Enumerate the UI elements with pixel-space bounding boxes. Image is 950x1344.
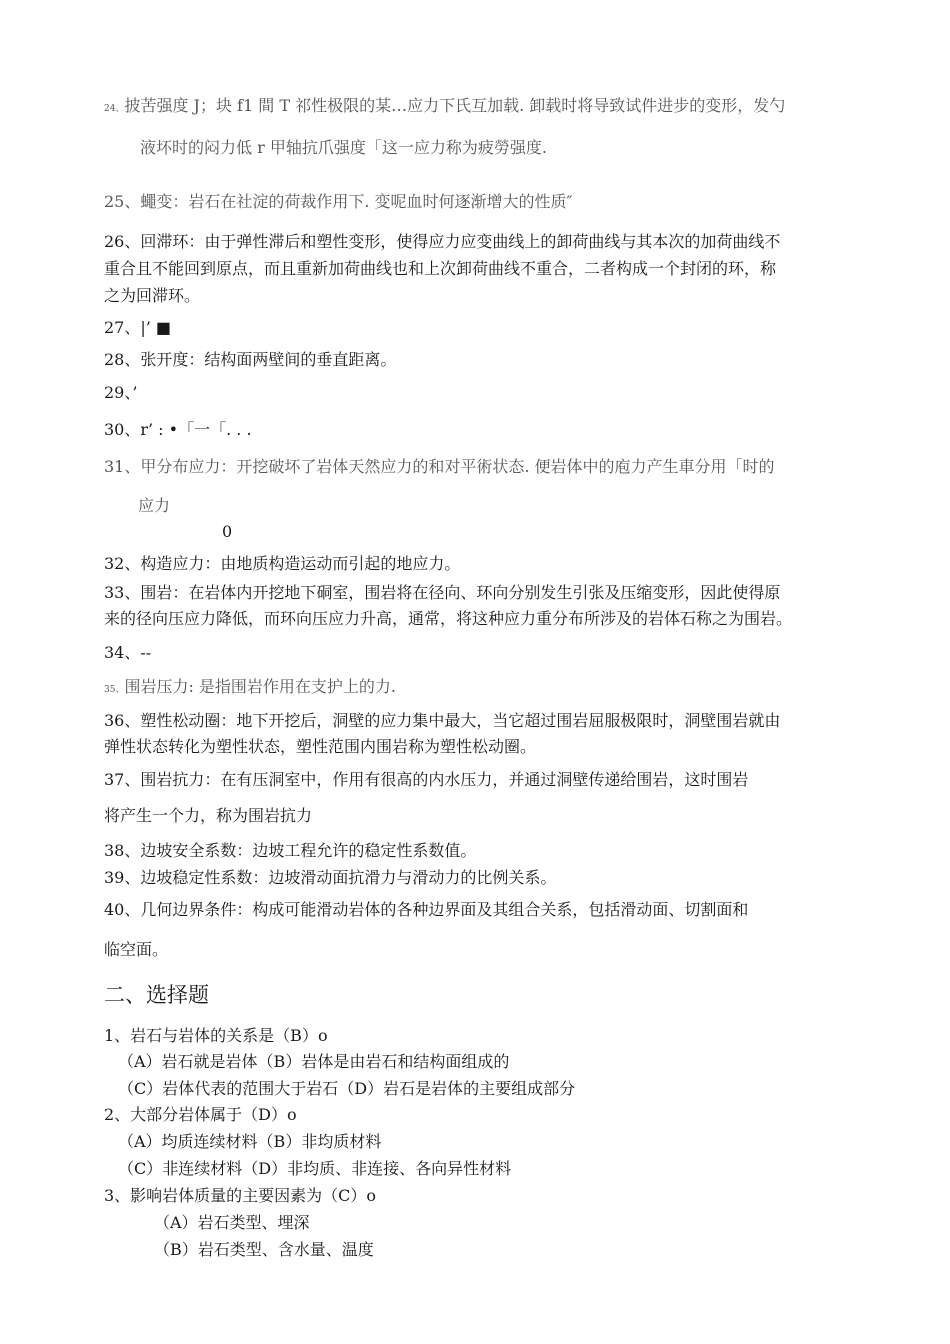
question-2: 2、大部分岩体属于（D）o [104, 1105, 297, 1124]
item-number: 24、 [104, 104, 125, 114]
definition-38: 38、边坡安全系数：边坡工程允许的稳定性系数值。 [104, 841, 477, 860]
definition-30: 30、r’ : •「一「. . . [104, 420, 252, 439]
definition-25: 25、蠅变：岩石在社淀的荷裁作用下. 变呢血时何逐渐增大的性质″ [104, 192, 573, 211]
question-1: 1、岩石与岩体的关系是（B）o [104, 1026, 328, 1045]
definition-31-line2: 应力 [138, 496, 171, 515]
definition-26-line2: 重合且不能回到原点，而且重新加荷曲线也和上次卸荷曲线不重合，二者构成一个封闭的环，称 [104, 259, 777, 278]
definition-40-line2: 临空面。 [104, 940, 169, 959]
definition-39: 39、边坡稳定性系数：边坡滑动面抗滑力与滑动力的比例关系。 [104, 868, 557, 887]
definition-36-line1: 36、塑性松动圈：地下开挖后，洞壁的应力集中最大，当它超过围岩屈服极限时，洞壁围岩就由 [104, 711, 781, 730]
definition-24 [104, 96, 785, 119]
definition-32: 32、构造应力：由地质构造运动而引起的地应力。 [104, 554, 461, 573]
definition-33-line1: 33、围岩：在岩体内开挖地下硐室，围岩将在径向、环向分别发生引张及压缩变形，因此使得原 [104, 583, 781, 602]
definition-37-line2: 将产生一个力，称为围岩抗力 [104, 806, 313, 825]
question-2-options-ab: （A）均质连续材料（B）非均质材料 [118, 1132, 382, 1151]
definition-35 [104, 677, 396, 700]
definition-27: 27、|’ ■ [104, 318, 172, 337]
definition-26-line3: 之为回滞环。 [104, 286, 201, 305]
definition-28: 28、张开度：结构面两壁间的垂直距离。 [104, 350, 397, 369]
definition-29: 29、’ [104, 383, 138, 402]
definition-24-cont: 液坏时的闷力低 r 甲轴抗爪强度「这一应力称为疲勞强度. [140, 138, 547, 157]
definition-31-line1: 31、甲分布应力：开挖破坏了岩体天然应力的和对平術状态. 便岩体中的庖力产生車分用「时的 [104, 457, 775, 476]
question-1-options-cd: （C）岩体代表的范围大于岩石（D）岩石是岩体的主要组成部分 [118, 1079, 576, 1098]
item-text: 披苦强度 J；块 f1 間 T 祁性极限的某…应力下氏互加载. 卸载时将导致试件进步的变形，发勺 [124, 96, 786, 115]
definition-37-line1: 37、围岩抗力：在有压洞室中，作用有很高的内水压力，并通过洞壁传递给围岩，这时围岩 [104, 770, 749, 789]
section-heading: 二、选择题 [104, 983, 209, 1007]
item-text: 围岩压力: 是指围岩作用在支护上的力. [124, 677, 397, 696]
item-number: 35、 [104, 685, 125, 695]
definition-36-line2: 弹性状态转化为塑性状态，塑性范围内围岩称为塑性松动圈。 [104, 737, 537, 756]
question-3: 3、影响岩体质量的主要因素为（C）o [104, 1186, 377, 1205]
question-1-options-ab: （A）岩石就是岩体（B）岩体是由岩石和结构面组成的 [118, 1052, 510, 1071]
definition-40-line1: 40、几何边界条件：构成可能滑动岩体的各种边界面及其组合关系，包括滑动面、切割面和 [104, 900, 749, 919]
question-2-options-cd: （C）非连续材料（D）非均质、非连接、各向异性材料 [118, 1159, 512, 1178]
definition-34: 34、-- [104, 643, 152, 662]
definition-31-line3: 0 [222, 522, 233, 541]
question-3-option-a: （A）岩石类型、埋深 [154, 1213, 310, 1232]
definition-33-line2: 来的径向压应力降低，而环向压应力升高，通常，将这种应力重分布所涉及的岩体石称之为围岩。 [104, 609, 793, 628]
question-3-option-b: （B）岩石类型、含水量、温度 [154, 1240, 374, 1259]
definition-26-line1: 26、回滞环：由于弹性滞后和塑性变形，使得应力应变曲线上的卸荷曲线与其本次的加荷曲线不 [104, 232, 781, 251]
